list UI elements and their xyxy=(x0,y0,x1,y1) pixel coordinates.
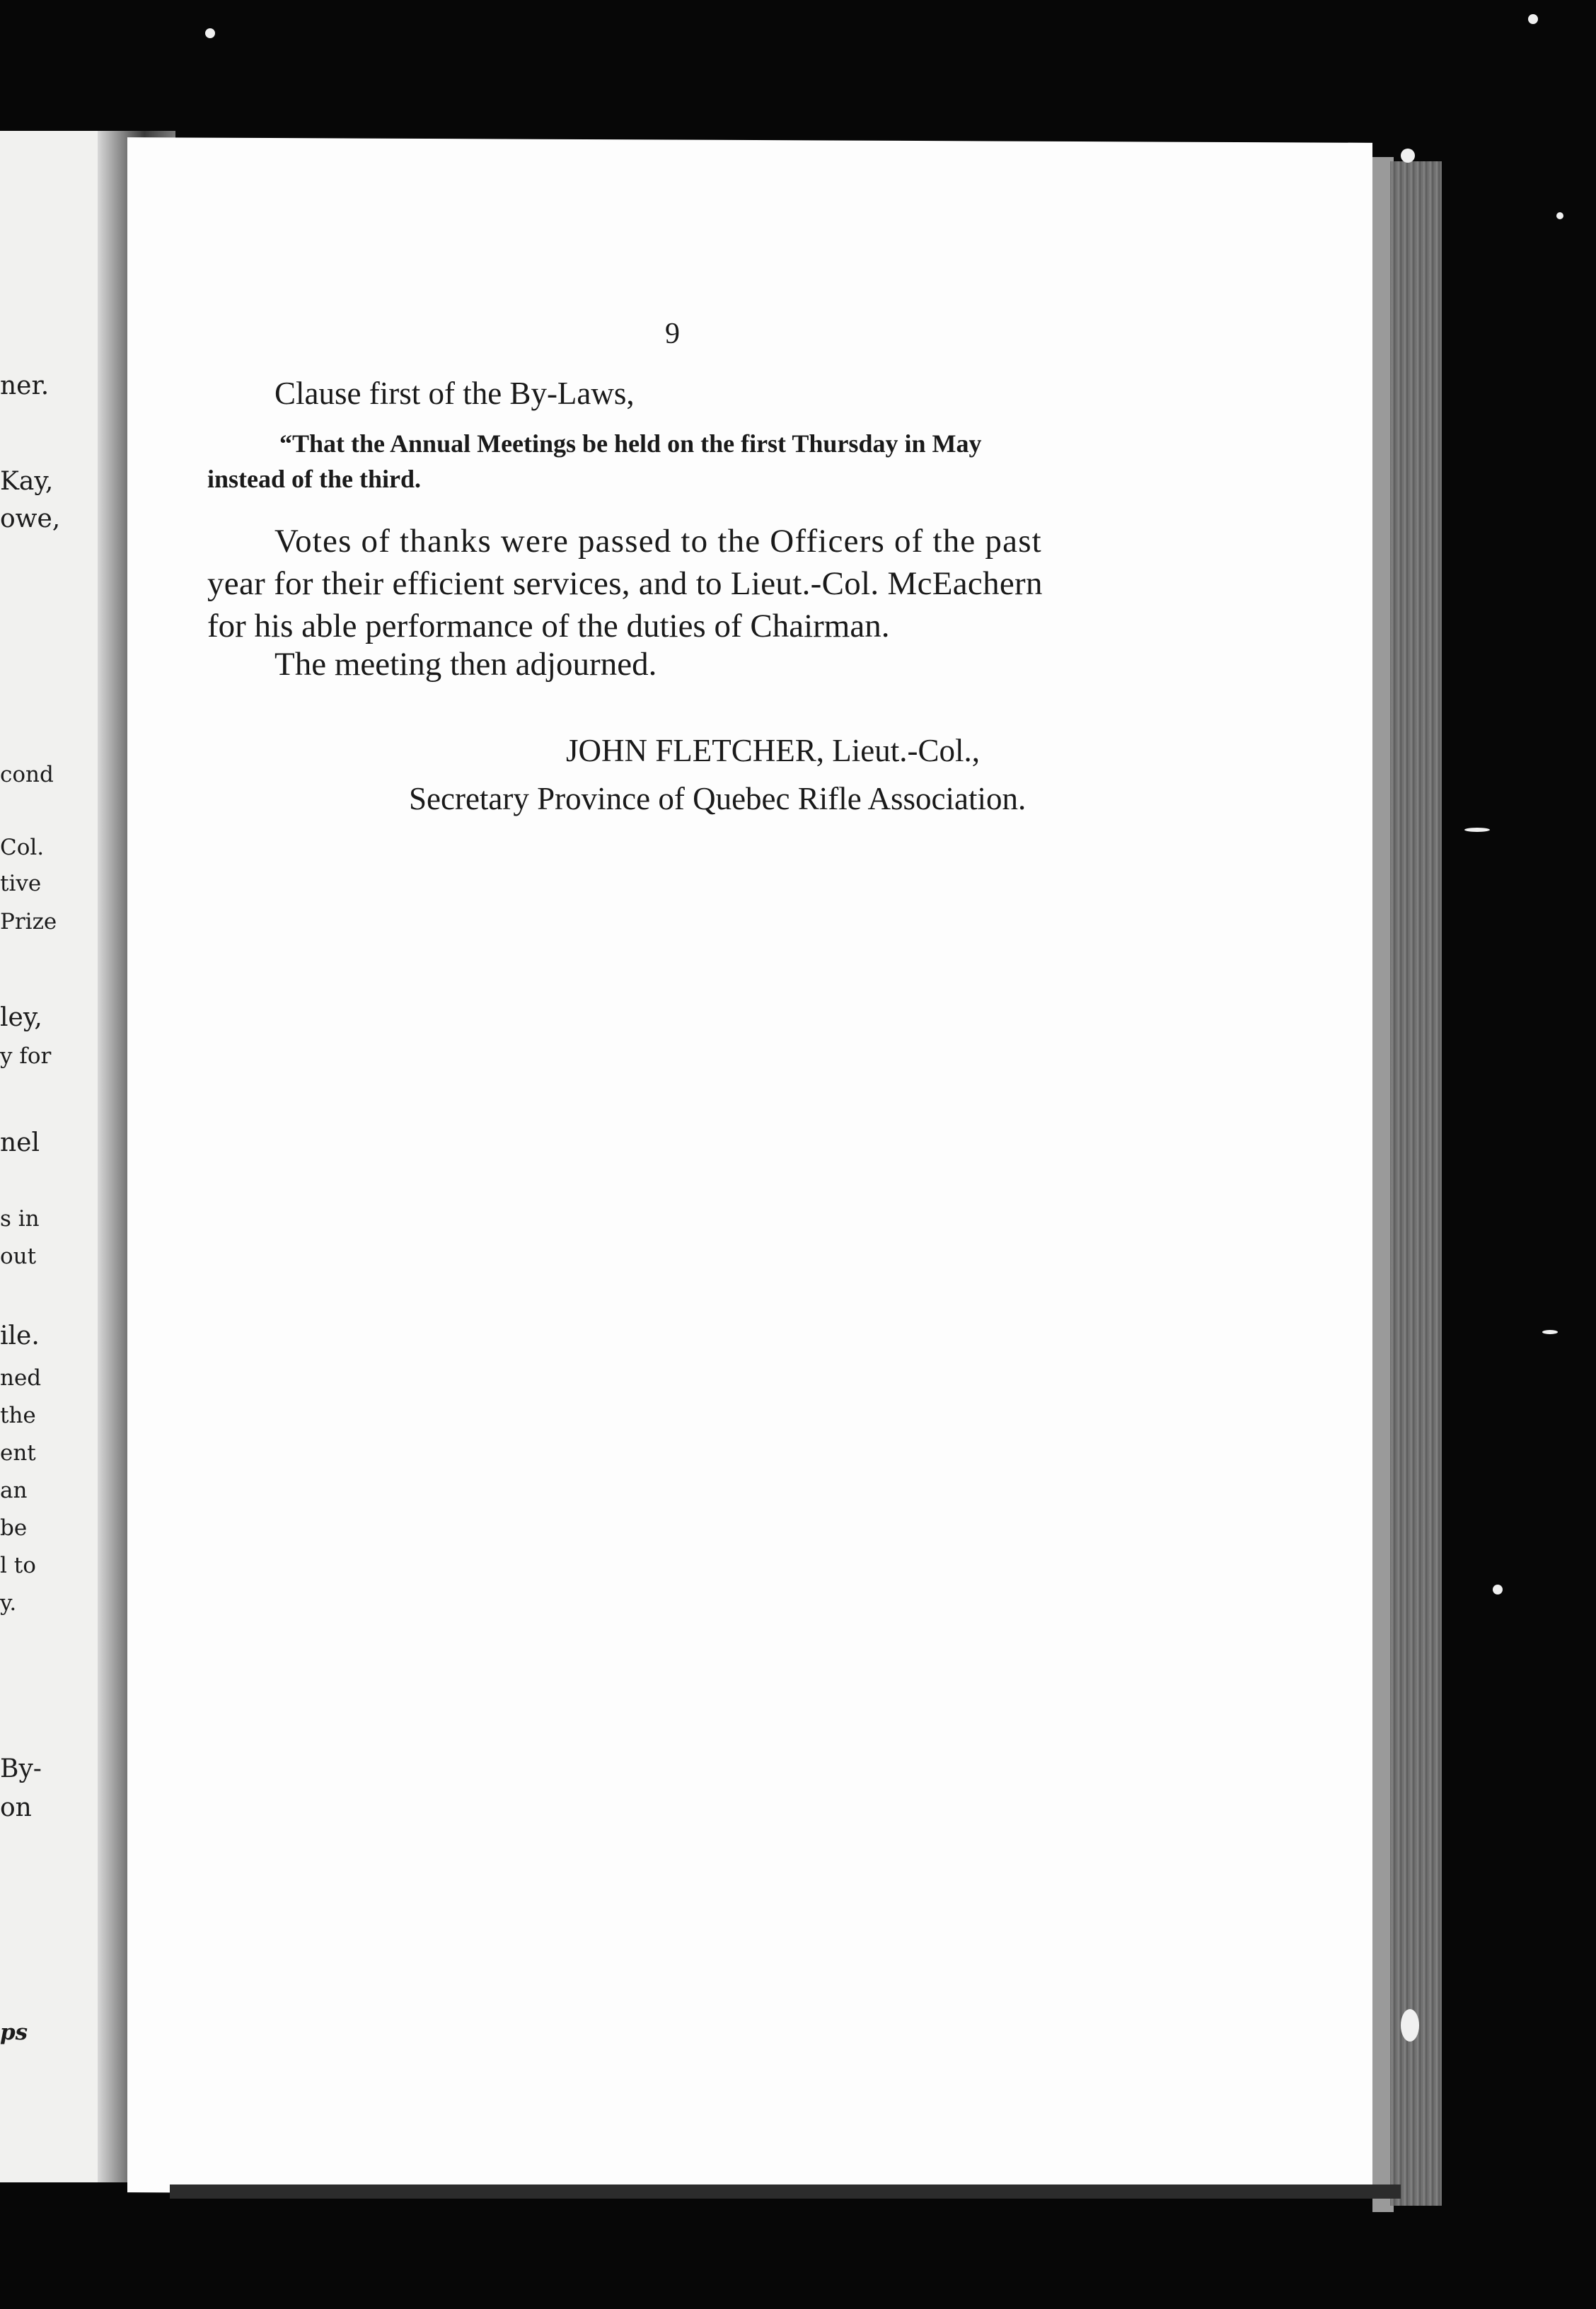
left-fragment: s in xyxy=(0,1206,40,1232)
speck xyxy=(1401,2009,1419,2042)
signature-title: Secretary Province of Quebec Rifle Association. xyxy=(409,781,1027,816)
votes-paragraph xyxy=(207,520,1043,647)
left-fragment: Col. xyxy=(0,835,45,860)
votes-line-3: for his able performance of the duties of Chairman. xyxy=(207,608,890,644)
left-fragment: owe, xyxy=(0,504,61,533)
left-fragment: ley, xyxy=(0,1003,42,1032)
adjourned-line: The meeting then adjourned. xyxy=(274,646,657,683)
votes-line-1: Votes of thanks were passed to the Officers of the past xyxy=(274,523,1042,560)
left-fragment: out xyxy=(0,1244,37,1269)
speck xyxy=(1542,1330,1558,1334)
left-fragment: ent xyxy=(0,1440,36,1466)
page-number: 9 xyxy=(665,318,680,350)
left-fragment: ile. xyxy=(0,1321,40,1350)
speck xyxy=(1464,828,1490,832)
votes-line-2: year for their efficient services, and to Lieut.-Col. McEachern xyxy=(207,565,1043,602)
left-fragment: tive xyxy=(0,871,42,896)
left-fragment: on xyxy=(0,1793,32,1822)
left-fragment: ps xyxy=(0,2020,28,2045)
left-fragment: y. xyxy=(0,1590,17,1616)
left-fragment: ned xyxy=(0,1365,42,1391)
left-fragment: By- xyxy=(0,1754,42,1783)
quote-line-1: “That the Annual Meetings be held on the first Thursday in May xyxy=(279,429,982,458)
left-fragment: Kay, xyxy=(0,467,54,496)
left-fragment: the xyxy=(0,1403,36,1428)
speck xyxy=(1493,1585,1503,1595)
speck xyxy=(1556,212,1563,219)
speck xyxy=(1401,149,1415,163)
page-edges xyxy=(1390,161,1442,2206)
left-fragment: be xyxy=(0,1515,28,1541)
page-bottom-shadow xyxy=(170,2184,1401,2199)
speck xyxy=(205,28,215,38)
quote-line-2: instead of the third. xyxy=(207,465,422,493)
left-fragment: cond xyxy=(0,762,54,787)
left-fragment: nel xyxy=(0,1128,40,1157)
left-fragment: l to xyxy=(0,1553,36,1578)
left-fragment: an xyxy=(0,1478,28,1503)
left-fragment: y for xyxy=(0,1043,52,1069)
speck xyxy=(1528,14,1538,24)
left-fragment: ner. xyxy=(0,371,50,400)
left-fragment: Prize xyxy=(0,909,57,934)
signature-name: JOHN FLETCHER, Lieut.-Col., xyxy=(566,733,980,768)
clause-line: Clause first of the By-Laws, xyxy=(274,376,635,411)
